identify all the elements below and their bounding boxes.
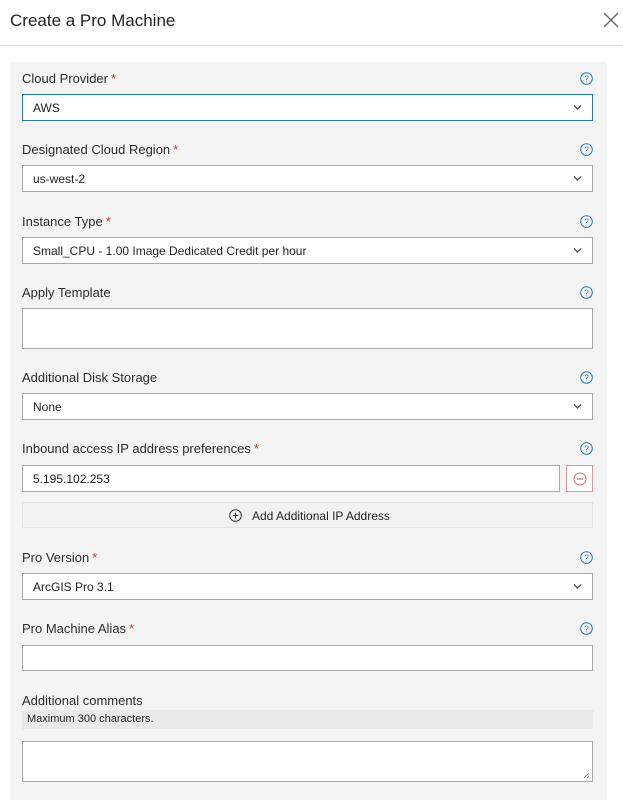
help-icon[interactable] — [580, 143, 593, 156]
help-icon[interactable] — [580, 371, 593, 384]
plus-circle-icon — [229, 509, 242, 522]
svg-text:?: ? — [584, 73, 589, 84]
disk-storage-label: Additional Disk Storage — [22, 370, 158, 385]
disk-storage-select[interactable]: None — [22, 393, 593, 420]
close-icon[interactable] — [602, 11, 620, 29]
cloud-region-select[interactable]: us-west-2 — [22, 165, 593, 192]
svg-text:?: ? — [584, 287, 589, 298]
help-icon[interactable] — [580, 551, 593, 564]
help-icon[interactable] — [580, 72, 593, 85]
cloud-region-label: Designated Cloud Region * — [22, 142, 179, 157]
remove-ip-button[interactable] — [566, 465, 593, 492]
svg-text:?: ? — [584, 216, 589, 227]
svg-text:?: ? — [584, 144, 589, 155]
svg-text:?: ? — [584, 623, 589, 634]
svg-text:?: ? — [584, 372, 589, 383]
pro-version-select[interactable]: ArcGIS Pro 3.1 — [22, 573, 593, 600]
chevron-down-icon — [573, 104, 582, 111]
instance-type-select[interactable]: Small_CPU - 1.00 Image Dedicated Credit per hour — [22, 237, 593, 264]
add-ip-button[interactable] — [22, 502, 593, 528]
comments-textarea[interactable] — [22, 741, 593, 782]
alias-label: Pro Machine Alias * — [22, 621, 135, 636]
help-icon[interactable] — [580, 442, 593, 455]
chevron-down-icon — [573, 175, 582, 182]
comments-hint: Maximum 300 characters. — [22, 710, 593, 729]
add-ip-label: Add Additional IP Address — [252, 509, 390, 523]
cloud-provider-select[interactable]: AWS — [22, 94, 593, 121]
apply-template-field[interactable] — [22, 308, 593, 349]
chevron-down-icon — [573, 247, 582, 254]
instance-type-label: Instance Type * — [22, 214, 111, 229]
chevron-down-icon — [573, 583, 582, 590]
comments-label: Additional comments — [22, 693, 143, 708]
alias-input[interactable] — [22, 645, 593, 671]
apply-template-label: Apply Template — [22, 285, 111, 300]
pro-version-label: Pro Version * — [22, 550, 98, 565]
ip-address-input[interactable]: 5.195.102.253 — [22, 465, 560, 492]
help-icon[interactable] — [580, 286, 593, 299]
svg-text:?: ? — [584, 552, 589, 563]
inbound-ip-label: Inbound access IP address preferences * — [22, 441, 259, 456]
help-icon[interactable] — [580, 215, 593, 228]
help-icon[interactable] — [580, 622, 593, 635]
chevron-down-icon — [573, 403, 582, 410]
dialog-header — [0, 0, 623, 46]
svg-text:?: ? — [584, 443, 589, 454]
minus-circle-icon — [573, 472, 587, 486]
dialog-title: Create a Pro Machine — [10, 11, 176, 30]
resize-grip-icon[interactable] — [583, 772, 590, 779]
cloud-provider-label: Cloud Provider * — [22, 71, 117, 86]
